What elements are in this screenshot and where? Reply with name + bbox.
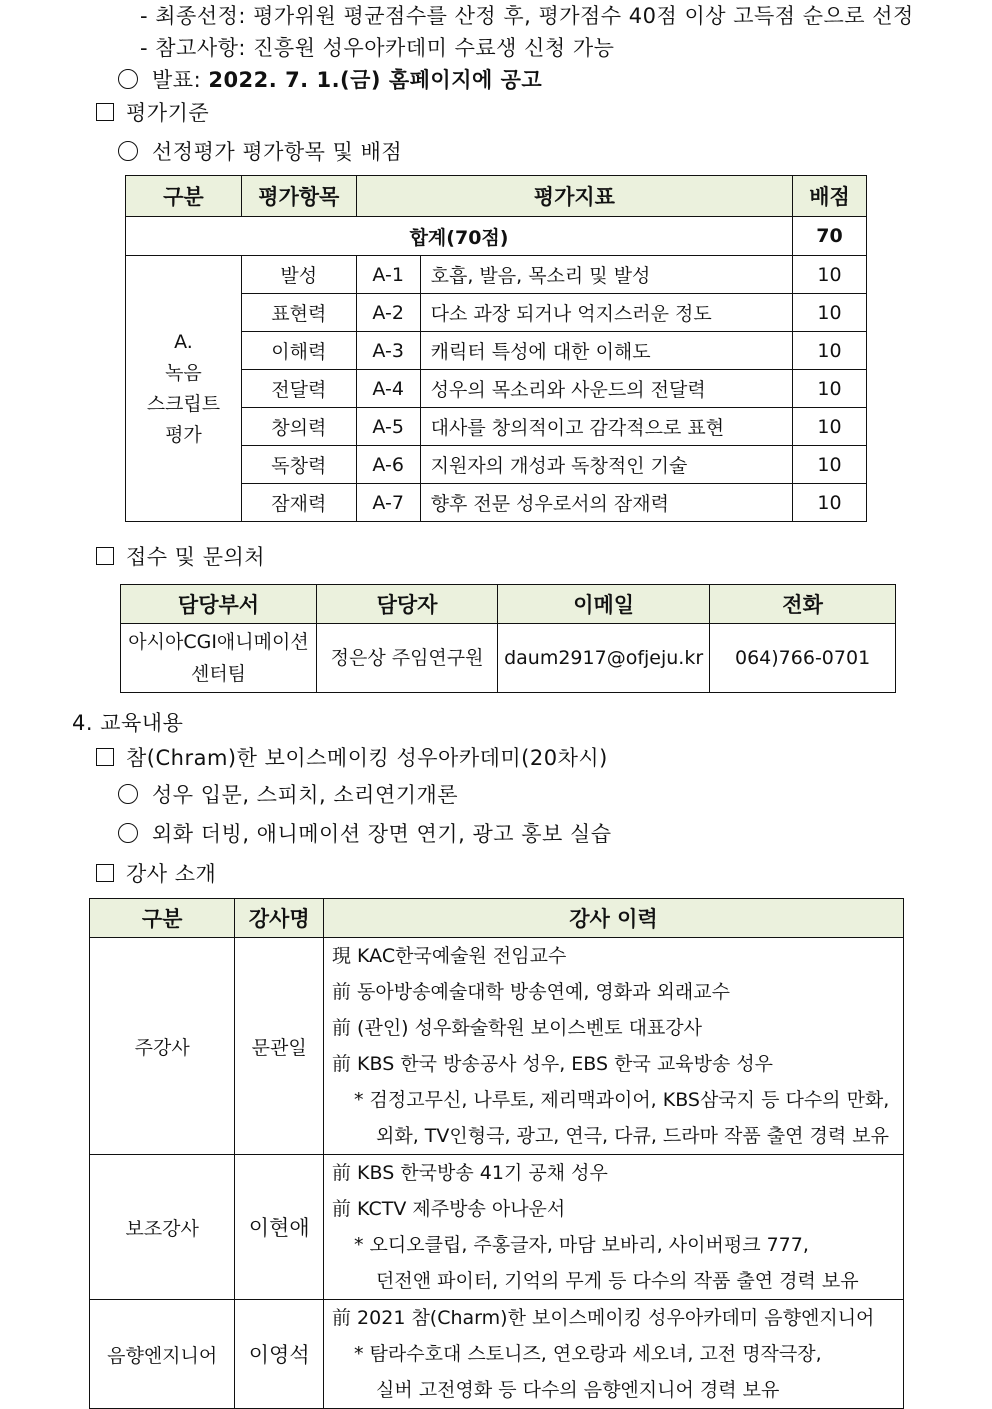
history-cell (324, 1300, 904, 1409)
dept-line: 아시아CGI애니메이션 (128, 631, 309, 653)
table-row (90, 938, 904, 1155)
circle-bullet-icon (118, 823, 138, 843)
item-cell: 창의력 (241, 408, 356, 446)
history-line: 前 2021 참(Charm)한 보이스메이킹 성우아카데미 음향엔지니어 (332, 1307, 875, 1329)
square-bullet-icon (96, 748, 114, 766)
header-cell: 구분 (126, 176, 242, 217)
desc-cell: 다소 과장 되거나 억지스러운 정도 (420, 294, 792, 332)
education-item (118, 779, 458, 809)
item-cell: 발성 (241, 256, 356, 294)
course-heading-text: 참(Chram)한 보이스메이킹 성우아카데미(20차시) (126, 746, 608, 770)
header-cell: 이메일 (498, 585, 710, 624)
table-row (126, 256, 867, 294)
note-line: - 참고사항: 진흥원 성우아카데미 수료생 신청 가능 (140, 36, 615, 60)
table-row (121, 624, 896, 693)
role-cell: 주강사 (90, 938, 235, 1155)
score-cell: 10 (793, 294, 867, 332)
desc-cell: 향후 전문 성우로서의 잠재력 (420, 484, 792, 522)
group-label-line: 스크립트 (146, 392, 221, 415)
name-cell: 이현애 (235, 1155, 324, 1300)
total-score: 70 (793, 217, 867, 256)
table-header-row (90, 899, 904, 938)
history-line: 前 (관인) 성우화술학원 보이스벤토 대표강사 (332, 1017, 703, 1039)
final-selection-line: - 최종선정: 평가위원 평균점수를 산정 후, 평가점수 40점 이상 고득점 순으로 선정 (140, 4, 914, 28)
table-header-row (121, 585, 896, 624)
header-cell: 평가지표 (356, 176, 792, 217)
dept-line: 센터팀 (190, 663, 247, 685)
header-cell: 담당자 (317, 585, 498, 624)
history-line: * 오디오클립, 주홍글자, 마담 보바리, 사이버펑크 777, (354, 1234, 809, 1256)
table-header-row (126, 176, 867, 217)
group-label-line: 평가 (165, 423, 202, 446)
code-cell: A-7 (356, 484, 420, 522)
announce-label: 발표: (152, 68, 209, 92)
instructor-heading-text: 강사 소개 (126, 862, 217, 886)
score-cell: 10 (793, 256, 867, 294)
criteria-heading (96, 97, 209, 127)
square-bullet-icon (96, 103, 114, 121)
desc-cell: 캐릭터 특성에 대한 이해도 (420, 332, 792, 370)
group-label-line: A. (174, 330, 193, 353)
dept-cell (121, 624, 317, 693)
header-cell: 담당부서 (121, 585, 317, 624)
education-item (118, 818, 612, 848)
history-line: 前 KCTV 제주방송 아나운서 (332, 1198, 566, 1220)
score-cell: 10 (793, 484, 867, 522)
education-section-title: 4. 교육내용 (72, 711, 184, 735)
instructor-heading (96, 858, 216, 888)
code-cell: A-6 (356, 446, 420, 484)
person-cell: 정은상 주임연구원 (317, 624, 498, 693)
code-cell: A-1 (356, 256, 420, 294)
history-line: 실버 고전영화 등 다수의 음향엔지니어 경력 보유 (376, 1379, 780, 1401)
name-cell: 이영석 (235, 1300, 324, 1409)
item-cell: 잠재력 (241, 484, 356, 522)
criteria-subheading (118, 136, 402, 166)
contact-table (120, 584, 896, 693)
history-line: 前 동아방송예술대학 방송연예, 영화과 외래교수 (332, 981, 730, 1003)
group-label (126, 256, 242, 522)
code-cell: A-2 (356, 294, 420, 332)
name-cell: 문관일 (235, 938, 324, 1155)
total-label: 합계(70점) (126, 217, 793, 256)
code-cell: A-4 (356, 370, 420, 408)
phone-cell[interactable]: 064)766-0701 (710, 624, 896, 693)
square-bullet-icon (96, 547, 114, 565)
criteria-subheading-text: 선정평가 평가항목 및 배점 (152, 140, 403, 164)
square-bullet-icon (96, 864, 114, 882)
item-cell: 독창력 (241, 446, 356, 484)
item-cell: 표현력 (241, 294, 356, 332)
desc-cell: 성우의 목소리와 사운드의 전달력 (420, 370, 792, 408)
circle-bullet-icon (118, 141, 138, 161)
course-heading (96, 742, 608, 772)
code-cell: A-5 (356, 408, 420, 446)
desc-cell: 지원자의 개성과 독창적인 기술 (420, 446, 792, 484)
header-cell: 전화 (710, 585, 896, 624)
instructor-table (89, 898, 904, 1409)
item-cell: 이해력 (241, 332, 356, 370)
score-cell: 10 (793, 446, 867, 484)
role-cell: 보조강사 (90, 1155, 235, 1300)
header-cell: 강사명 (235, 899, 324, 938)
header-cell: 구분 (90, 899, 235, 938)
circle-bullet-icon (118, 69, 138, 89)
criteria-heading-text: 평가기준 (126, 101, 210, 125)
history-line: * 검정고무신, 나루토, 제리맥과이어, KBS삼국지 등 다수의 만화, (354, 1089, 890, 1111)
email-cell[interactable]: daum2917@ofjeju.kr (498, 624, 710, 693)
announce-value: 2022. 7. 1.(금) 홈페이지에 공고 (208, 68, 543, 92)
education-item-text: 외화 더빙, 애니메이션 장면 연기, 광고 홍보 실습 (152, 822, 612, 846)
header-cell: 강사 이력 (324, 899, 904, 938)
history-line: 前 KBS 한국방송 41기 공채 성우 (332, 1162, 608, 1184)
history-cell (324, 1155, 904, 1300)
evaluation-table (125, 175, 867, 522)
history-line: * 탐라수호대 스토니즈, 연오랑과 세오녀, 고전 명작극장, (354, 1343, 822, 1365)
contact-heading (96, 541, 265, 571)
education-item-text: 성우 입문, 스피치, 소리연기개론 (152, 783, 459, 807)
role-cell: 음향엔지니어 (90, 1300, 235, 1409)
table-row (90, 1155, 904, 1300)
announce-line (118, 64, 542, 94)
score-cell: 10 (793, 370, 867, 408)
contact-heading-text: 접수 및 문의처 (126, 545, 266, 569)
history-line: 외화, TV인형극, 광고, 연극, 다큐, 드라마 작품 출연 경력 보유 (376, 1125, 889, 1147)
total-row (126, 217, 867, 256)
code-cell: A-3 (356, 332, 420, 370)
desc-cell: 대사를 창의적이고 감각적으로 표현 (420, 408, 792, 446)
header-cell: 배점 (793, 176, 867, 217)
group-label-line: 녹음 (165, 361, 202, 384)
item-cell: 전달력 (241, 370, 356, 408)
desc-cell: 호흡, 발음, 목소리 및 발성 (420, 256, 792, 294)
circle-bullet-icon (118, 784, 138, 804)
history-line: 現 KAC한국예술원 전임교수 (332, 945, 567, 967)
header-cell: 평가항목 (241, 176, 356, 217)
history-cell (324, 938, 904, 1155)
history-line: 던전앤 파이터, 기억의 무게 등 다수의 작품 출연 경력 보유 (376, 1270, 859, 1292)
score-cell: 10 (793, 408, 867, 446)
score-cell: 10 (793, 332, 867, 370)
table-row (90, 1300, 904, 1409)
history-line: 前 KBS 한국 방송공사 성우, EBS 한국 교육방송 성우 (332, 1053, 774, 1075)
